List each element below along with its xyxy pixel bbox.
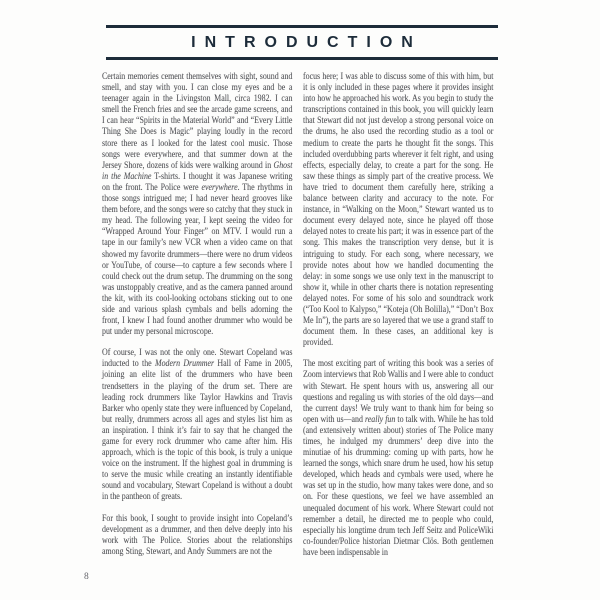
paragraph: focus here; I was able to discuss some of this with him, but it is only included in these pages where it provides insight into how he approached his work. As you begin to study the transcriptions contained in this book, you will quickly learn that Stewart did not just develop a strong personal voice on the drums, he also used the recording studio as a tool or medium to create the parts he thought fit the songs. This included overdubbing parts wherever it felt right, and using effects, especially delay, to create a part for the song. He saw these things as simply part of the creative process. We have tried to document them carefully here, striking a balance between clarity and accuracy to the note. For instance, in “Walking on the Moon,” Stewart wanted us to document every delayed note, since he played off those delayed notes to create his part; it was in essence part of the song. This makes the transcription very dense, but it is intriguing to study. For each song, where necessary, we provide notes about how we handled documenting the delay: in some songs we use only text in the manuscript to show it, while in other charts there is notation representing delayed notes. For some of his solo and soundtrack work (“Too Kool to Kalypso,” “Koteja (Oh Bolilla),” “Don’t Box Me In”), the parts are so layered that we use a grand staff to document them. In these cases, an additional key is provided. [303, 72, 494, 349]
paragraph: For this book, I sought to provide insight into Copeland’s development as a drummer, and then delve deeply into his work with The Police. Stories about the relationships among Sting, Stewart, and Andy Summers are not the [102, 513, 293, 557]
text-column-right [303, 72, 493, 569]
text-column-left [102, 72, 292, 568]
page-title: INTRODUCTION [191, 34, 422, 51]
paragraph: The most exciting part of writing this book was a series of Zoom interviews that Rob Wallis and I were able to conduct with Stewart. He spent hours with us, answering all our questions and regaling us with stories of the old days—and the current days! We truly want to thank him for being so open with us—and really fun to talk with. While he has told (and extensively written about) stories of The Police many times, he indulged my drummers’ deep dive into the minutiae of his drumming: coming up with parts, how he learned the songs, which snare drum he used, how his setup developed, which heads and cymbals were used, where he was set up in the studio, how many takes were done, and so on. For these questions, we feel we have assembled an unequaled document of his work. Where Stewart could not remember a detail, he directed me to people who could, especially his longtime drum tech Jeff Seitz and PoliceWiki co-founder/Police historian Dietmar Clös. Both gentlemen have been indispensable in [303, 359, 494, 558]
paragraph: Of course, I was not the only one. Stewart Copeland was inducted to the Modern Drummer Hall of Fame in 2005, joining an elite list of the drummers who have been trendsetters in the playing of the drum set. There are leading rock drummers like Taylor Hawkins and Travis Barker who openly state they were influenced by Copeland, but really, drummers across all ages and styles list him as an inspiration. I think it’s fair to say that he changed the game for every rock drummer who came after him. His approach, which is the topic of this book, is truly a unique voice on the instrument. If the highest goal in drumming is to serve the music while creating an instantly identifiable sound and vocabulary, Stewart Copeland is without a doubt in the pantheon of greats. [102, 348, 293, 503]
title-rule-bottom [106, 57, 498, 60]
paragraph: Certain memories cement themselves with sight, sound and smell, and stay with you. I can close my eyes and be a teenager again in the Livingston Mall, circa 1982. I can smell the French fries and see the arcade game screens, and I can hear “Spirits in the Material World” and “Every Little Thing She Does is Magic” playing loudly in the record store there as I looked for the latest cool music. Those songs were everywhere, and that summer down at the Jersey Shore, dozens of kids were walking around in Ghost in the Machine T-shirts. I thought it was Japanese writing on the front. The Police were everywhere. The rhythms in those songs intrigued me; I had never heard grooves like them before, and the songs were so catchy that they stuck in my head. The following year, I kept seeing the video for “Wrapped Around Your Finger” on MTV. I would run a tape in our family’s new VCR when a video came on that showed my favorite drummers—there were no drum videos or YouTube, of course—to capture a few seconds where I could check out the drum setup. The drumming on the song was unstoppably creative, and as the camera panned around the kit, with its cool-looking octobans sticking out to one side and various splash cymbals and bells adorning the front, I knew I had found another drummer who would be put under my personal microscope. [102, 72, 293, 338]
page-number: 8 [84, 572, 89, 582]
chapter-heading [106, 25, 498, 60]
